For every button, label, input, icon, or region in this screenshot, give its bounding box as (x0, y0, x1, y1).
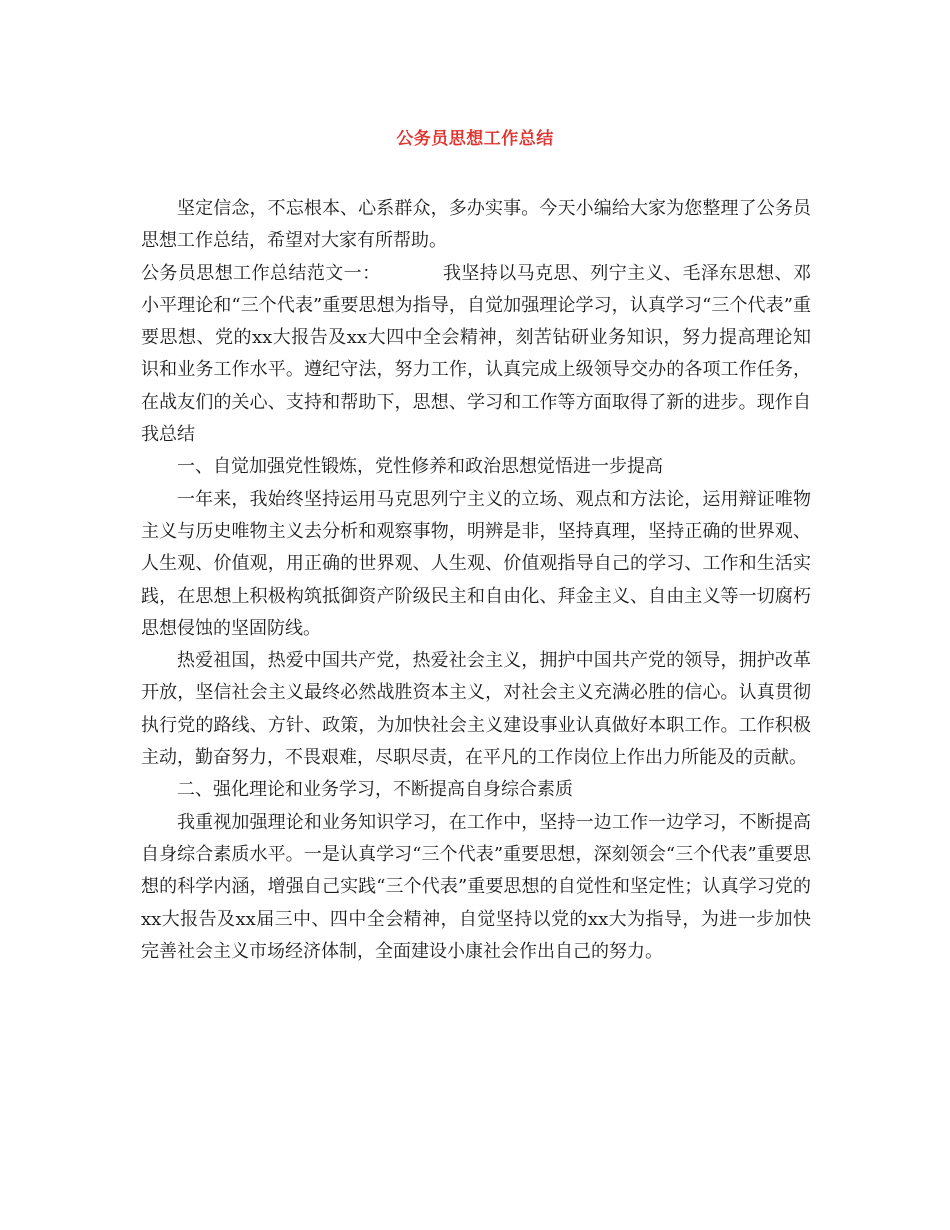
sample-text: 我坚持以马克思、列宁主义、毛泽东思想、邓小平理论和“三个代表”重要思想为指导，自觉加强理论学习，认真学习“三个代表”重要思想、党的xx大报告及xx大四中全会精神，刻苦钻研业务知识，努力提高理论知识和业务工作水平。遵纪守法，努力工作，认真完成上级领导交办的各项工作任务，在战友们的关心、支持和帮助下，思想、学习和工作等方面取得了新的进步。现作自我总结 (141, 262, 811, 446)
document-body (141, 193, 811, 968)
body-paragraph-3: 我重视加强理论和业务知识学习，在工作中，坚持一边工作一边学习，不断提高自身综合素质水平。一是认真学习“三个代表”重要思想，深刻领会“三个代表”重要思想的科学内涵，增强自己实践“三个代表”重要思想的自觉性和坚定性；认真学习党的xx大报告及xx届三中、四中全会精神，自觉坚持以党的xx大为指导，为进一步加快完善社会主义市场经济体制，全面建设小康社会作出自己的努力。 (141, 811, 811, 962)
sample-label: 公务员思想工作总结范文一： (141, 262, 381, 284)
section-heading-2: 二、强化理论和业务学习，不断提高自身综合素质 (177, 779, 573, 801)
body-paragraph-1: 一年来，我始终坚持运用马克思列宁主义的立场、观点和方法论，运用辩证唯物主义与历史唯物主义去分析和观察事物，明辨是非，坚持真理，坚持正确的世界观、人生观、价值观，用正确的世界观、人生观、价值观指导自己的学习、工作和生活实践，在思想上积极构筑抵御资产阶级民主和自由化、拜金主义、自由主义等一切腐朽思想侵蚀的坚固防线。 (141, 488, 811, 639)
sample-paragraph (141, 258, 811, 452)
intro-paragraph: 坚定信念，不忘根本、心系群众，多办实事。今天小编给大家为您整理了公务员思想工作总结，希望对大家有所帮助。 (141, 198, 811, 252)
body-paragraph-2: 热爱祖国，热爱中国共产党，热爱社会主义，拥护中国共产党的领导，拥护改革开放，坚信社会主义最终必然战胜资本主义，对社会主义充满必胜的信心。认真贯彻执行党的路线、方针、政策，为加快社会主义建设事业认真做好本职工作。工作积极主动，勤奋努力，不畏艰难，尽职尽责，在平凡的工作岗位上作出力所能及的贡献。 (141, 650, 811, 769)
section-heading-1: 一、自觉加强党性锻炼，党性修养和政治思想觉悟进一步提高 (177, 456, 663, 478)
document-title: 公务员思想工作总结 (396, 129, 554, 149)
